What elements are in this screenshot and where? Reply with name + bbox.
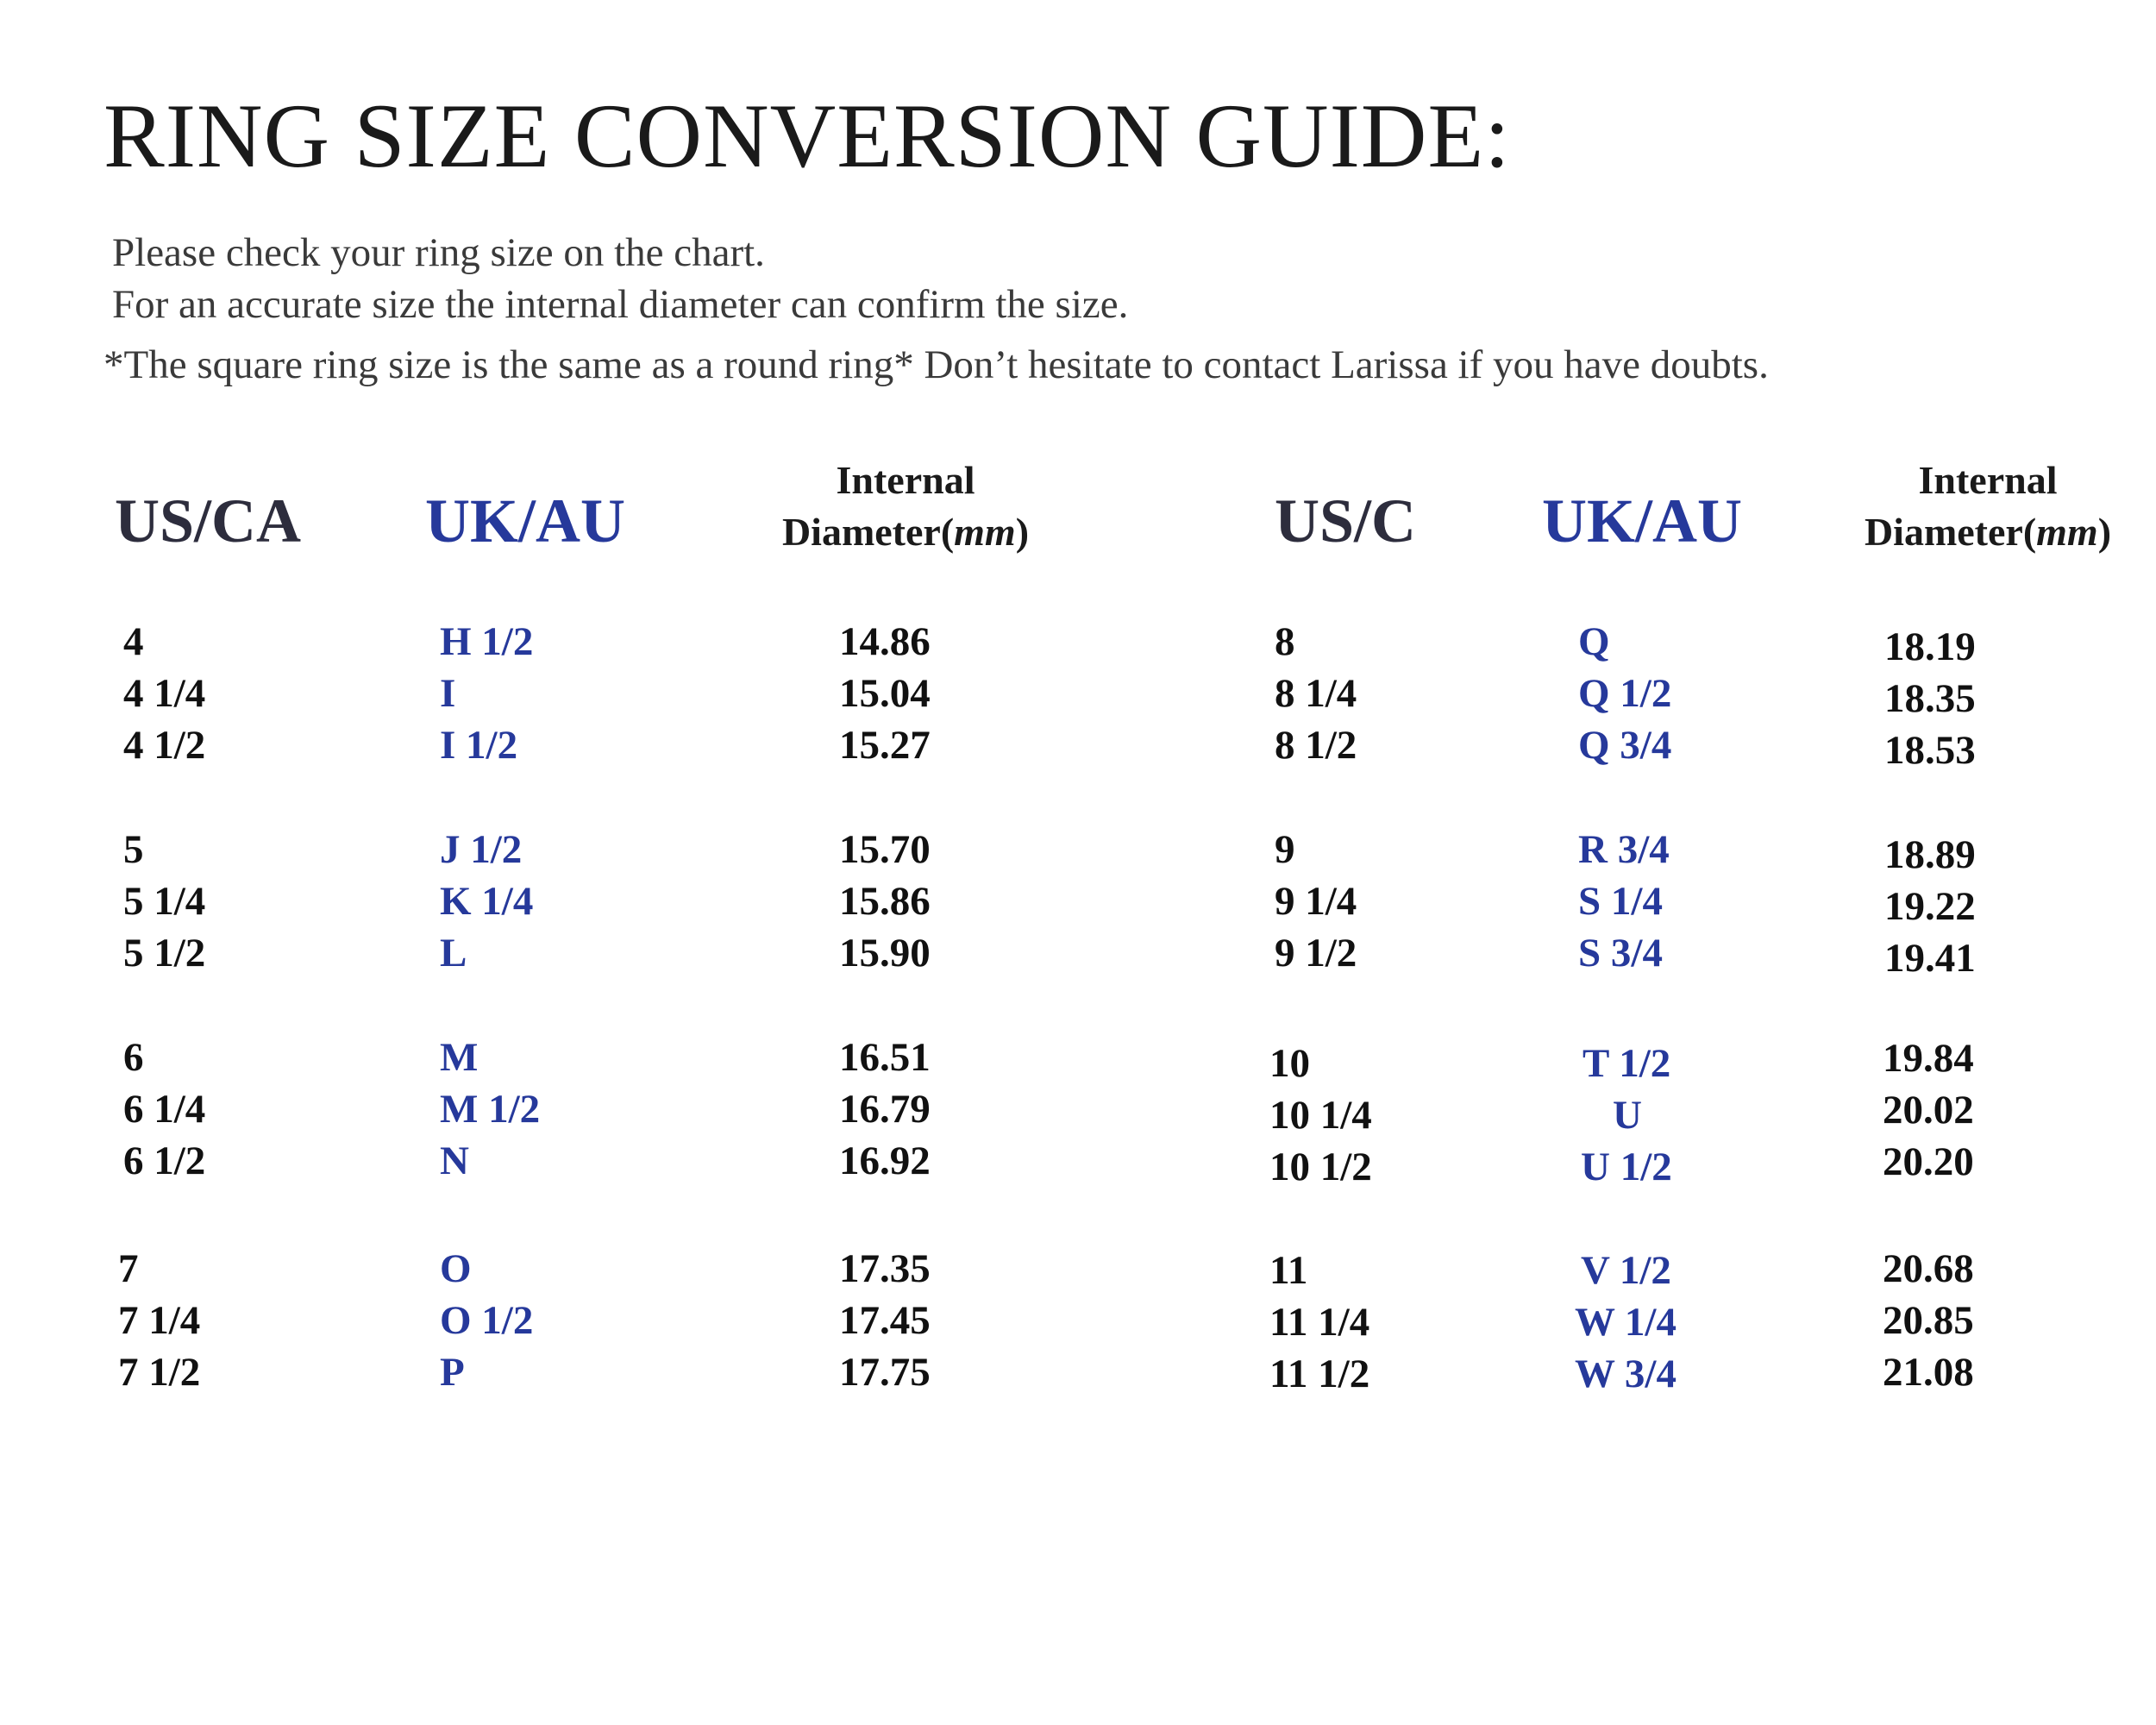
- us-size-cell: 8: [1275, 619, 1295, 664]
- uk-size-cell: T 1/2: [1583, 1041, 1671, 1086]
- diameter-cell: 17.35: [839, 1246, 931, 1291]
- diameter-cell: 20.85: [1883, 1298, 1974, 1343]
- uk-size-cell: I: [440, 671, 456, 716]
- table-row: [0, 1038, 2156, 1089]
- table-row: [0, 719, 2156, 771]
- diameter-cell: 18.89: [1884, 832, 1976, 877]
- us-size-cell: 5 1/4: [123, 879, 206, 924]
- us-size-cell: 5: [123, 827, 144, 872]
- table-row: [0, 1141, 2156, 1193]
- right-header-uk: UK/AU: [1542, 486, 1742, 555]
- diameter-cell: 19.41: [1884, 936, 1976, 981]
- uk-size-cell: U 1/2: [1581, 1145, 1672, 1189]
- right-header-us: US/C: [1275, 486, 1417, 555]
- right-header-diameter-line1: Internal: [1918, 458, 2058, 502]
- us-size-cell: 9: [1275, 827, 1295, 872]
- diameter-cell: 19.22: [1884, 884, 1976, 929]
- us-size-cell: 7 1/2: [118, 1350, 201, 1395]
- diameter-cell: 20.20: [1883, 1139, 1974, 1184]
- uk-size-cell: S 3/4: [1578, 931, 1663, 975]
- us-size-cell: 10 1/4: [1269, 1093, 1372, 1138]
- diameter-cell: 15.04: [839, 671, 931, 716]
- diameter-cell: 15.70: [839, 827, 931, 872]
- us-size-cell: 11 1/2: [1269, 1352, 1370, 1396]
- uk-size-cell: O 1/2: [440, 1298, 534, 1343]
- diameter-cell: 20.02: [1883, 1088, 1974, 1132]
- diameter-cell: 15.27: [839, 723, 931, 768]
- us-size-cell: 4: [123, 619, 144, 664]
- table-row: [0, 1245, 2156, 1296]
- left-header-us: US/CA: [115, 486, 302, 555]
- us-size-cell: 8 1/2: [1275, 723, 1357, 768]
- right-header-diameter: [1824, 455, 2152, 558]
- uk-size-cell: J 1/2: [440, 827, 523, 872]
- diameter-cell: 14.86: [839, 619, 931, 664]
- table-row: [0, 1348, 2156, 1400]
- uk-size-cell: Q 1/2: [1578, 671, 1672, 716]
- table-row: [0, 1296, 2156, 1348]
- uk-size-cell: S 1/4: [1578, 879, 1663, 924]
- diameter-cell: 17.45: [839, 1298, 931, 1343]
- left-header-uk: UK/AU: [425, 486, 625, 555]
- diameter-cell: 15.90: [839, 931, 931, 975]
- uk-size-cell: M: [440, 1035, 479, 1080]
- diameter-cell: 15.86: [839, 879, 931, 924]
- diameter-cell: 21.08: [1883, 1350, 1974, 1395]
- uk-size-cell: K 1/4: [440, 879, 534, 924]
- diameter-cell: 18.35: [1884, 676, 1976, 721]
- us-size-cell: 5 1/2: [123, 931, 206, 975]
- uk-size-cell: M 1/2: [440, 1087, 541, 1132]
- left-header-diameter-line2: Diameter(mm): [781, 510, 1030, 554]
- uk-size-cell: O: [440, 1246, 472, 1291]
- us-size-cell: 9 1/2: [1275, 931, 1357, 975]
- uk-size-cell: V 1/2: [1581, 1248, 1671, 1293]
- us-size-cell: 11 1/4: [1269, 1300, 1370, 1345]
- intro-line-2: For an accurate size the internal diameter can confirm the size.: [112, 282, 1129, 327]
- right-header-diameter-line2: Diameter(mm): [1864, 510, 2112, 554]
- us-size-cell: 7: [118, 1246, 139, 1291]
- uk-size-cell: I 1/2: [440, 723, 518, 768]
- us-size-cell: 9 1/4: [1275, 879, 1357, 924]
- uk-size-cell: L: [440, 931, 467, 975]
- intro-line-3: *The square ring size is the same as a round ring* Don’t hesitate to contact Larissa if you have doubts.: [103, 342, 1769, 387]
- uk-size-cell: Q 3/4: [1578, 723, 1672, 768]
- diameter-cell: 20.68: [1883, 1246, 1974, 1291]
- diameter-cell: 16.79: [839, 1087, 931, 1132]
- us-size-cell: 7 1/4: [118, 1298, 201, 1343]
- diameter-cell: 17.75: [839, 1350, 931, 1395]
- table-row: [0, 875, 2156, 927]
- table-row: [0, 824, 2156, 875]
- table-row: [0, 668, 2156, 719]
- us-size-cell: 4 1/2: [123, 723, 206, 768]
- uk-size-cell: R 3/4: [1578, 827, 1670, 872]
- diameter-cell: 16.51: [839, 1035, 931, 1080]
- table-row: [0, 1089, 2156, 1141]
- table-row: [0, 927, 2156, 979]
- uk-size-cell: W 1/4: [1575, 1300, 1677, 1345]
- uk-size-cell: Q: [1578, 619, 1610, 664]
- uk-size-cell: P: [440, 1350, 465, 1395]
- left-header-diameter-line1: Internal: [836, 458, 975, 502]
- diameter-cell: 18.53: [1884, 728, 1976, 773]
- us-size-cell: 4 1/4: [123, 671, 206, 716]
- us-size-cell: 6 1/2: [123, 1138, 206, 1183]
- page-title: RING SIZE CONVERSION GUIDE:: [103, 85, 1511, 186]
- uk-size-cell: H 1/2: [440, 619, 534, 664]
- diameter-cell: 18.19: [1884, 624, 1976, 669]
- diameter-cell: 19.84: [1883, 1036, 1974, 1081]
- us-size-cell: 8 1/4: [1275, 671, 1357, 716]
- left-header-diameter: [750, 455, 1061, 558]
- us-size-cell: 10 1/2: [1269, 1145, 1372, 1189]
- diameter-cell: 16.92: [839, 1138, 931, 1183]
- uk-size-cell: N: [440, 1138, 469, 1183]
- us-size-cell: 11: [1269, 1248, 1308, 1293]
- us-size-cell: 10: [1269, 1041, 1310, 1086]
- intro-line-1: Please check your ring size on the chart.: [112, 230, 765, 275]
- us-size-cell: 6: [123, 1035, 144, 1080]
- uk-size-cell: W 3/4: [1575, 1352, 1677, 1396]
- table-row: [0, 616, 2156, 668]
- uk-size-cell: U: [1613, 1093, 1642, 1138]
- us-size-cell: 6 1/4: [123, 1087, 206, 1132]
